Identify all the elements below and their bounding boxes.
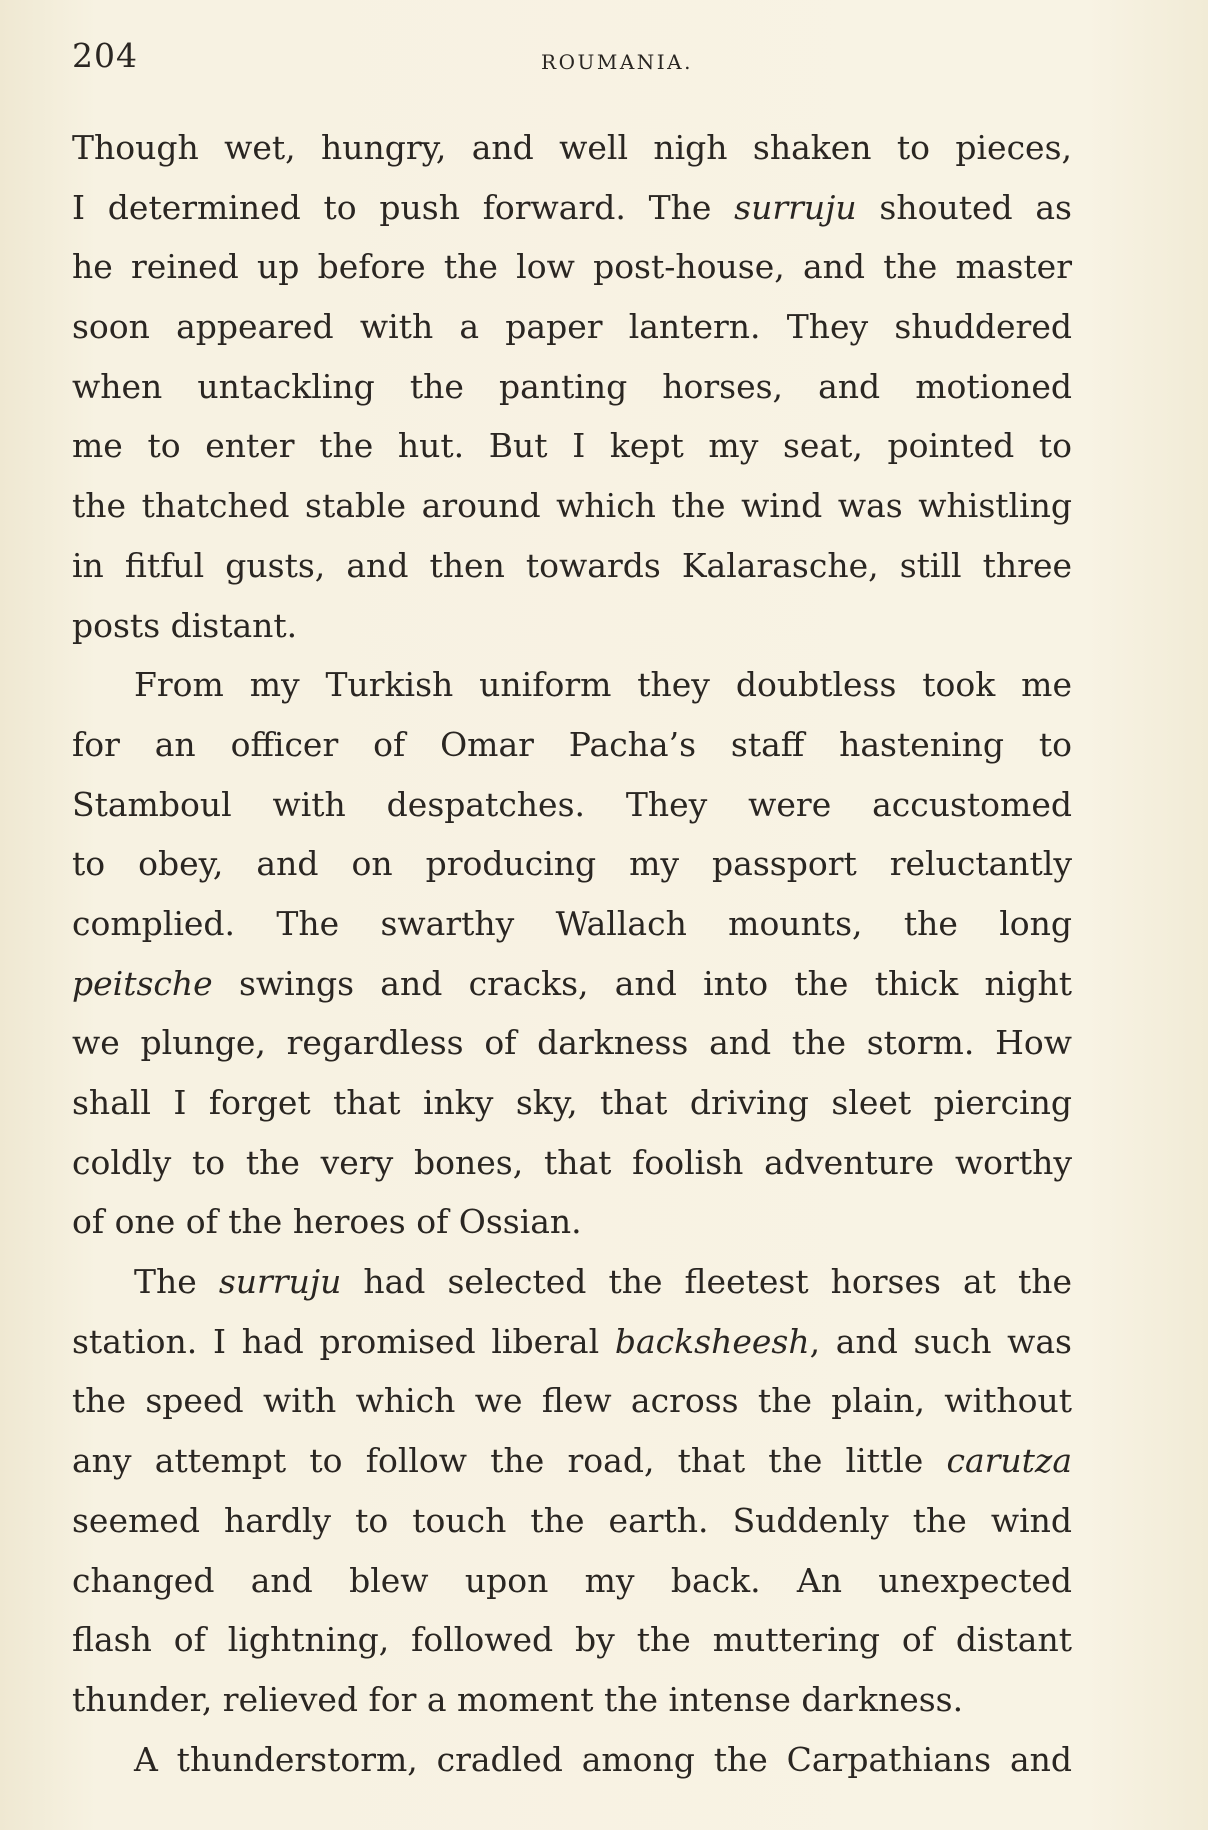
italic-term: surruju xyxy=(734,187,857,227)
italic-term: surruju xyxy=(218,1262,342,1302)
text-line: me to enter the hut. But I kept my seat, pointed to xyxy=(72,426,1072,466)
text-line: we plunge, regardless of darkness and the storm. How xyxy=(72,1023,1072,1063)
text-line: shall I forget that inky sky, that driving sleet piercing xyxy=(72,1083,1072,1122)
text-segment: had selected the fleetest horses at the xyxy=(341,1262,1072,1302)
text-line: for an officer of Omar Pacha’s staff hastening to xyxy=(72,724,1072,764)
italic-term: backsheesh xyxy=(614,1321,810,1361)
text-line: to obey, and on producing my passport reluctantly xyxy=(72,844,1072,884)
text-line: seemed hardly to touch the earth. Suddenly the wind xyxy=(72,1500,1072,1540)
text-line: posts distant. xyxy=(72,605,298,645)
text-segment: I determined to push forward. The xyxy=(72,187,735,227)
text-line: Though wet, hungry, and well nigh shaken to pieces, xyxy=(72,128,1072,167)
text-line: Stamboul with despatches. They were accustomed xyxy=(72,784,1072,824)
text-line: in fitful gusts, and then towards Kalarasche, still three xyxy=(72,545,1072,585)
text-line: the speed with which we flew across the plain, without xyxy=(72,1381,1072,1421)
text-line xyxy=(72,1312,1072,1372)
text-line: he reined up before the low post-house, and the master xyxy=(72,247,1072,287)
text-segment: swings and cracks, and into the thick night xyxy=(212,963,1072,1003)
text-segment: any attempt to follow the road, that the little xyxy=(72,1441,947,1481)
text-line xyxy=(72,1431,1072,1491)
page-header xyxy=(72,36,1072,86)
running-head: ROUMANIA. xyxy=(541,50,693,74)
text-segment: The xyxy=(134,1262,219,1302)
page-number: 204 xyxy=(72,36,138,75)
text-segment: station. I had promised liberal xyxy=(72,1321,615,1361)
text-line: soon appeared with a paper lantern. They shuddered xyxy=(72,307,1072,347)
text-line: From my Turkish uniform they doubtless took me xyxy=(134,665,1072,705)
text-line: thunder, relieved for a moment the intense darkness. xyxy=(72,1679,964,1719)
text-line: changed and blew upon my back. An unexpected xyxy=(72,1560,1072,1600)
text-line: coldly to the very bones, that foolish adventure worthy xyxy=(72,1142,1072,1182)
text-line: when untackling the panting horses, and motioned xyxy=(72,366,1072,406)
text-segment: , and such was xyxy=(809,1321,1072,1361)
text-line: of one of the heroes of Ossian. xyxy=(72,1202,582,1242)
text-segment: shouted as xyxy=(856,187,1072,227)
text-line: flash of lightning, followed by the muttering of distant xyxy=(72,1620,1072,1660)
body-text xyxy=(72,118,1072,1789)
text-line xyxy=(72,954,1072,1014)
text-line xyxy=(72,1252,1072,1312)
text-line: A thunderstorm, cradled among the Carpathians and xyxy=(134,1739,1072,1779)
text-line: complied. The swarthy Wallach mounts, the long xyxy=(72,903,1072,943)
italic-term: carutza xyxy=(946,1441,1072,1481)
text-line xyxy=(72,178,1072,238)
text-line: the thatched stable around which the wind was whistling xyxy=(72,486,1072,526)
italic-term: peitsche xyxy=(72,963,213,1003)
